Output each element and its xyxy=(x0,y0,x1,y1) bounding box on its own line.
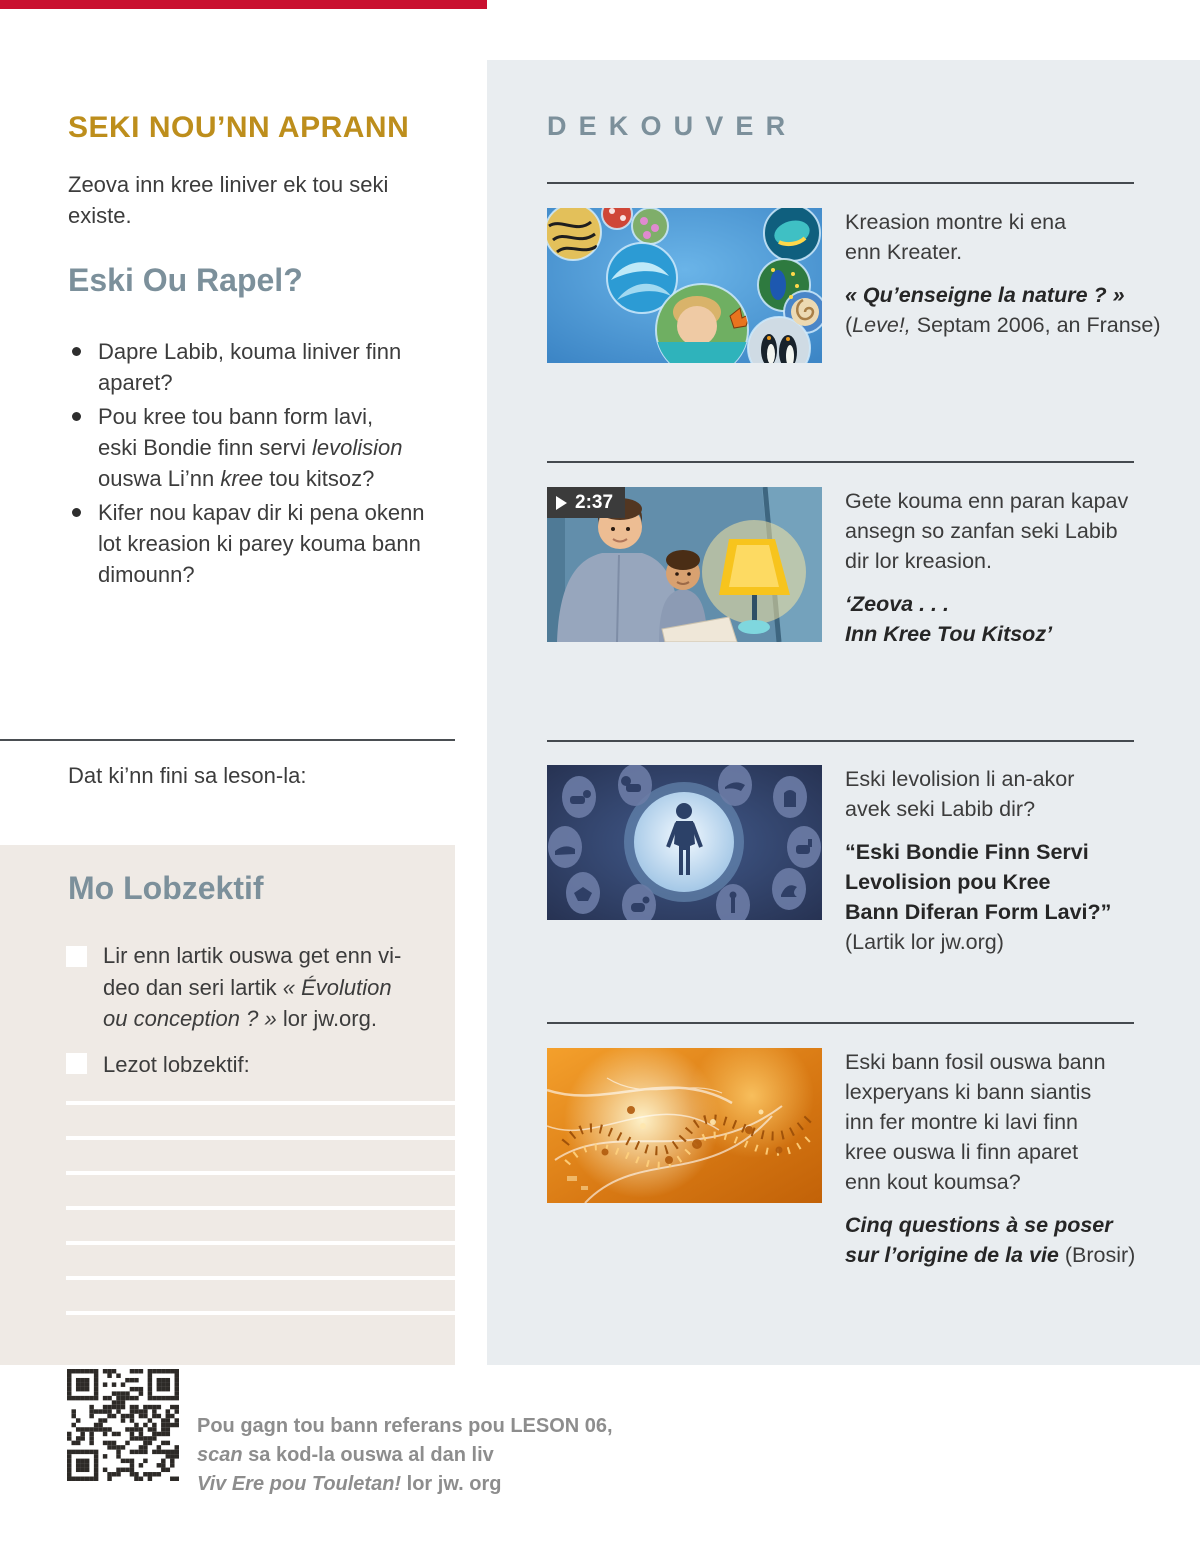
section-heading-eski-ou-rapel: Eski Ou Rapel? xyxy=(68,262,303,298)
references-note: Pou gagn tou bann referans pou LESON 06, scan sa kod-la ouswa al dan liv Viv Ere pou Touletan! lor jw. org xyxy=(197,1415,613,1495)
writing-line xyxy=(66,1276,455,1280)
recall-question-text: Pou kree tou bann form lavi, eski Bondie finn servi levolision ouswa Li’nn kree tou kitsoz? xyxy=(98,404,403,491)
bullet-icon xyxy=(72,412,81,421)
lesson-summary-text: Zeova inn kree liniver ek tou seki existe. xyxy=(68,172,389,228)
lesson-completed-date-label: Dat ki’nn fini sa leson-la: xyxy=(68,763,307,788)
objective-item-text: Lir enn lartik ouswa get enn vi- deo dan seri lartik « Évolution ou conception ? » lor jw.org. xyxy=(103,943,402,1031)
section-heading-mo-lobzektif: Mo Lobzektif xyxy=(68,870,264,906)
section-divider-line xyxy=(547,1022,1134,1024)
dekouver-item-text xyxy=(845,1047,1195,1270)
objective-item-text: Lezot lobzektif: xyxy=(103,1052,250,1077)
dekouver-item-text xyxy=(845,207,1195,340)
human-and-animals-image[interactable] xyxy=(547,765,822,920)
writing-line xyxy=(66,1136,455,1140)
objective-checkbox[interactable] xyxy=(66,946,87,967)
item-reference: Cinq questions à se poser sur l’origine de la vie (Brosir) xyxy=(845,1213,1136,1267)
creation-collage-image[interactable] xyxy=(547,208,822,363)
bullet-icon xyxy=(72,508,81,517)
writing-line xyxy=(66,1171,455,1175)
video-duration-badge xyxy=(547,487,625,518)
left-divider-line xyxy=(0,739,455,741)
item-reference: ‘Zeova . . . Inn Kree Tou Kitsoz’ xyxy=(845,592,1053,646)
writing-line xyxy=(66,1101,455,1105)
item-reference: “Eski Bondie Finn Servi Levolision pou Kree Bann Diferan Form Lavi?” (Lartik lor jw.org) xyxy=(845,840,1112,954)
recall-question-list xyxy=(68,336,425,593)
item-description: Eski levolision li an-akor avek seki Labib dir? xyxy=(845,767,1075,821)
video-duration: 2:37 xyxy=(575,491,614,513)
item-description: Gete kouma enn paran kapav ansegn so zanfan seki Labib dir lor kreasion. xyxy=(845,489,1129,573)
dekouver-item-text xyxy=(845,486,1195,649)
recall-question-item xyxy=(68,497,425,590)
recall-question-text: Kifer nou kapav dir ki pena okenn lot kreasion ki parey kouma bann dimounn? xyxy=(98,500,425,587)
father-son-video-thumbnail[interactable] xyxy=(547,487,822,642)
recall-question-text: Dapre Labib, kouma liniver finn aparet? xyxy=(98,339,402,395)
play-icon xyxy=(556,496,567,510)
objective-checkbox[interactable] xyxy=(66,1053,87,1074)
item-description: Eski bann fosil ouswa bann lexperyans ki bann siantis inn fer montre ki lavi finn kree ouswa li finn aparet enn kout koumsa? xyxy=(845,1050,1106,1194)
section-divider-line xyxy=(547,461,1134,463)
writing-line xyxy=(66,1311,455,1315)
recall-question-item xyxy=(68,336,425,398)
section-divider-line xyxy=(547,740,1134,742)
section-heading-seki-nounn-aprann: SEKI NOU’NN APRANN xyxy=(68,111,410,144)
section-heading-dekouver: DEKOUVER xyxy=(547,111,798,141)
objectives-box-background xyxy=(0,845,455,1365)
writing-line xyxy=(66,1206,455,1210)
item-reference: « Qu’enseigne la nature ? » (Leve!, Septam 2006, an Franse) xyxy=(845,283,1161,337)
bullet-icon xyxy=(72,347,81,356)
qr-code xyxy=(67,1369,179,1481)
writing-line xyxy=(66,1241,455,1245)
page-accent-bar xyxy=(0,0,487,9)
dna-origin-of-life-image[interactable] xyxy=(547,1048,822,1203)
item-description: Kreasion montre ki ena enn Kreater. xyxy=(845,210,1067,264)
section-divider-line xyxy=(547,182,1134,184)
dekouver-item-text xyxy=(845,764,1195,957)
recall-question-item xyxy=(68,401,425,494)
